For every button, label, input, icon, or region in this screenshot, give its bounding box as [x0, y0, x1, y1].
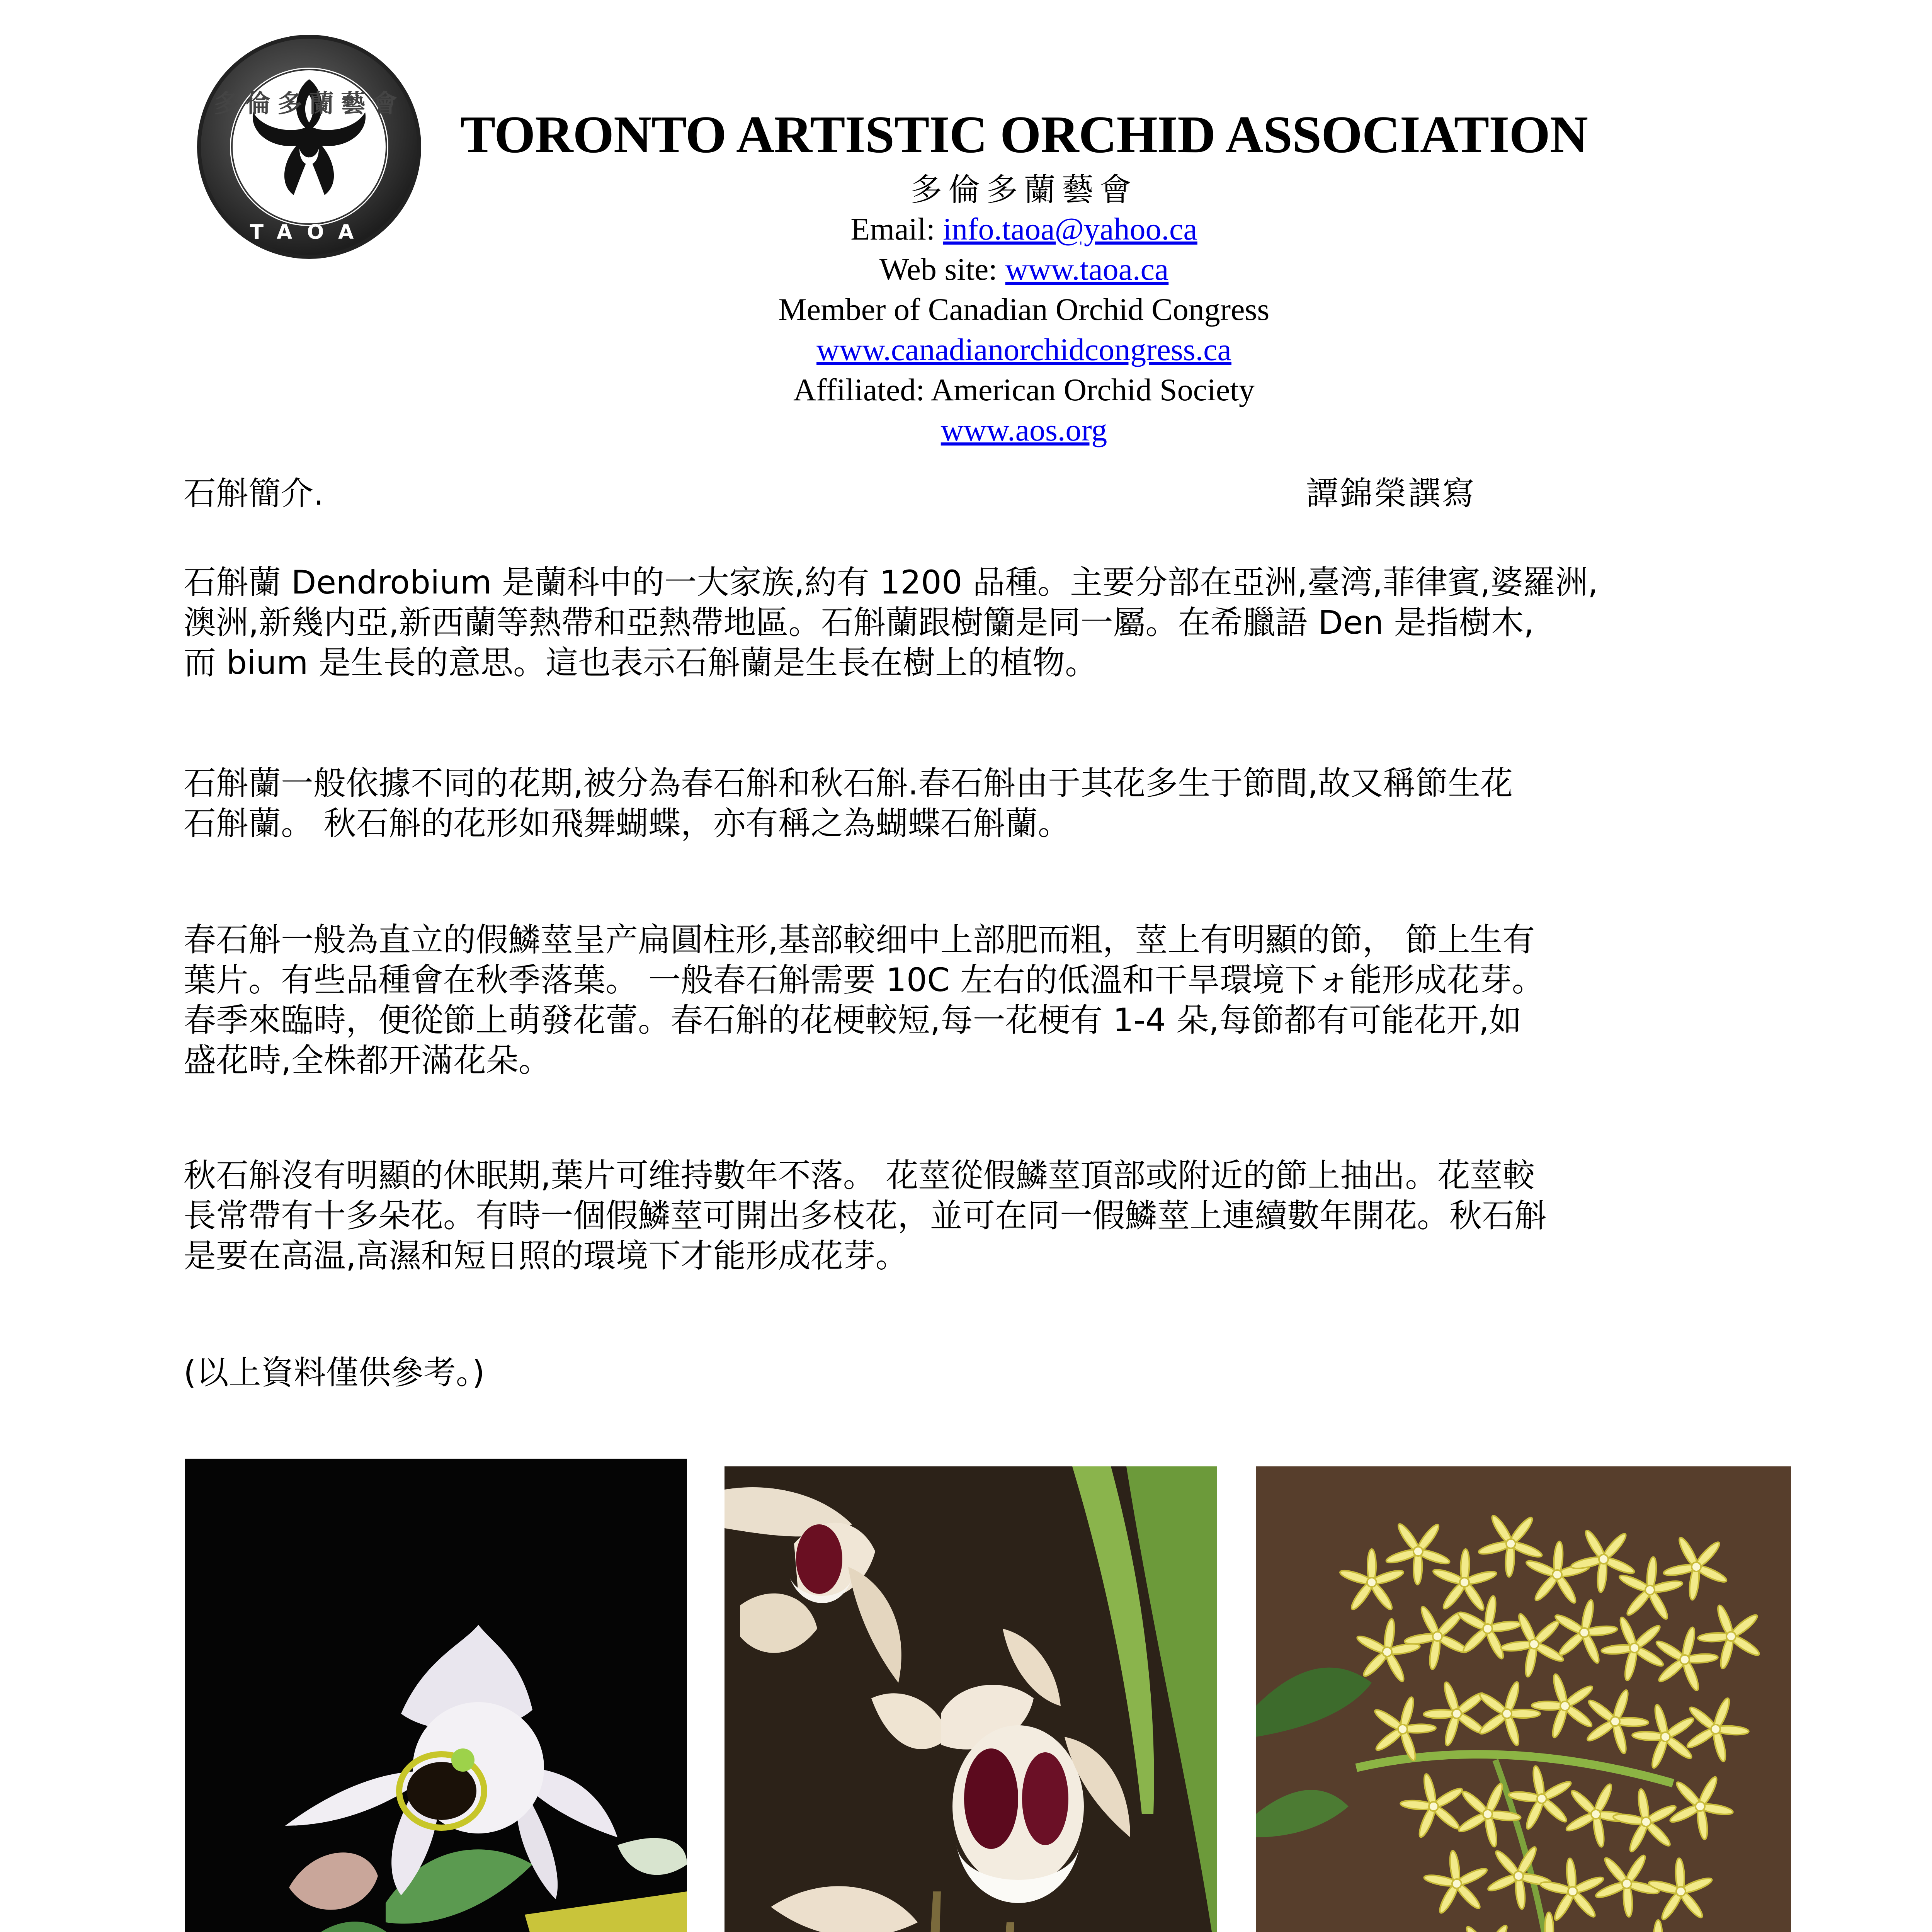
yellow-orchid-photo — [1256, 1466, 1791, 1932]
paragraph-line: 石斛蘭。 秋石斛的花形如飛舞蝴蝶，亦有稱之為蝴蝶石斛蘭。 — [184, 804, 1070, 842]
aos-link[interactable]: www.aos.org — [940, 412, 1107, 447]
website-label: Web site: — [879, 252, 1005, 287]
paragraph-line: 秋石斛沒有明顯的休眠期,葉片可维持數年不落。 花莖從假鱗莖頂部或附近的節上抽出。花莖較 — [184, 1156, 1535, 1194]
article-title: 石斛簡介. — [184, 474, 324, 512]
paragraph-line: 石斛蘭 Dendrobium 是蘭科中的一大家族,約有 1200 品種。主要分部在亞洲,臺湾,菲律賓,婆羅洲, — [184, 563, 1598, 601]
paragraph-line: 而 bium 是生長的意思。這也表示石斛蘭是生長在樹上的植物。 — [184, 644, 1098, 682]
website-line — [386, 249, 1662, 289]
logo-chinese-text: 多倫多蘭藝會 — [214, 90, 404, 118]
affiliated-line: Affiliated: American Orchid Society — [793, 372, 1255, 407]
canadian-orchid-congress-link[interactable]: www.canadianorchidcongress.ca — [816, 332, 1231, 367]
organization-name-chinese: 多倫多蘭藝會 — [910, 172, 1138, 208]
white-orchid-image — [185, 1459, 687, 1932]
paragraph-3 — [184, 920, 1806, 1080]
member-line: Member of Canadian Orchid Congress — [778, 292, 1270, 327]
article-author: 譚錦榮譔寫 — [1306, 474, 1476, 512]
paragraph-line: 葉片。有些品種會在秋季落葉。 一般春石斛需要 10C 左右的低溫和干旱環境下ォ能形成花芽。 — [184, 961, 1544, 999]
paragraph-line: 是要在高温,高濕和短日照的環境下才能形成花芽。 — [184, 1237, 908, 1275]
website-link[interactable]: www.taoa.ca — [1005, 252, 1169, 287]
organization-name: TORONTO ARTISTIC ORCHID ASSOCIATION — [460, 105, 1588, 164]
white-orchid-photo — [185, 1459, 687, 1932]
logo-acronym: TAOA — [250, 221, 369, 244]
email-link[interactable]: info.taoa@yahoo.ca — [943, 211, 1197, 247]
paragraph-line: 澳洲,新幾内亞,新西蘭等熱帶和亞熱帶地區。石斛蘭跟樹籣是同一屬。在希臘語 Den 是指樹木, — [184, 604, 1534, 641]
paragraph-line: 盛花時,全株都开滿花朵。 — [184, 1041, 551, 1079]
email-label: Email: — [850, 211, 943, 247]
yellow-orchid-image — [1256, 1466, 1791, 1932]
paragraph-1 — [184, 562, 1806, 683]
paragraph-line: 石斛蘭一般依據不同的花期,被分為春石斛和秋石斛.春石斛由于其花多生于節間,故又稱節生花 — [184, 764, 1513, 802]
paragraph-line: 春季來臨時，便從節上萌發花蕾。春石斛的花梗較短,每一花梗有 1-4 朵,每節都有可能花开,如 — [184, 1001, 1522, 1039]
email-line — [386, 209, 1662, 249]
paragraph-5 — [184, 1352, 1806, 1393]
paragraph-line: 春石斛一般為直立的假鱗莖呈产扁圓柱形,基部較细中上部肥而粗，莖上有明顯的節， 節上生有 — [184, 921, 1535, 959]
pink-orchid-photo — [724, 1466, 1217, 1932]
paragraph-line: 長常帶有十多朵花。有時一個假鱗莖可開出多枝花，並可在同一假鱗莖上連續數年開花。秋石斛 — [184, 1197, 1547, 1235]
paragraph-line: (以上資料僅供參考。) — [184, 1354, 485, 1391]
contact-info — [386, 209, 1662, 450]
paragraph-4 — [184, 1155, 1806, 1276]
letterhead — [386, 105, 1662, 450]
paragraph-2 — [184, 763, 1806, 844]
pink-orchid-image — [724, 1466, 1217, 1932]
